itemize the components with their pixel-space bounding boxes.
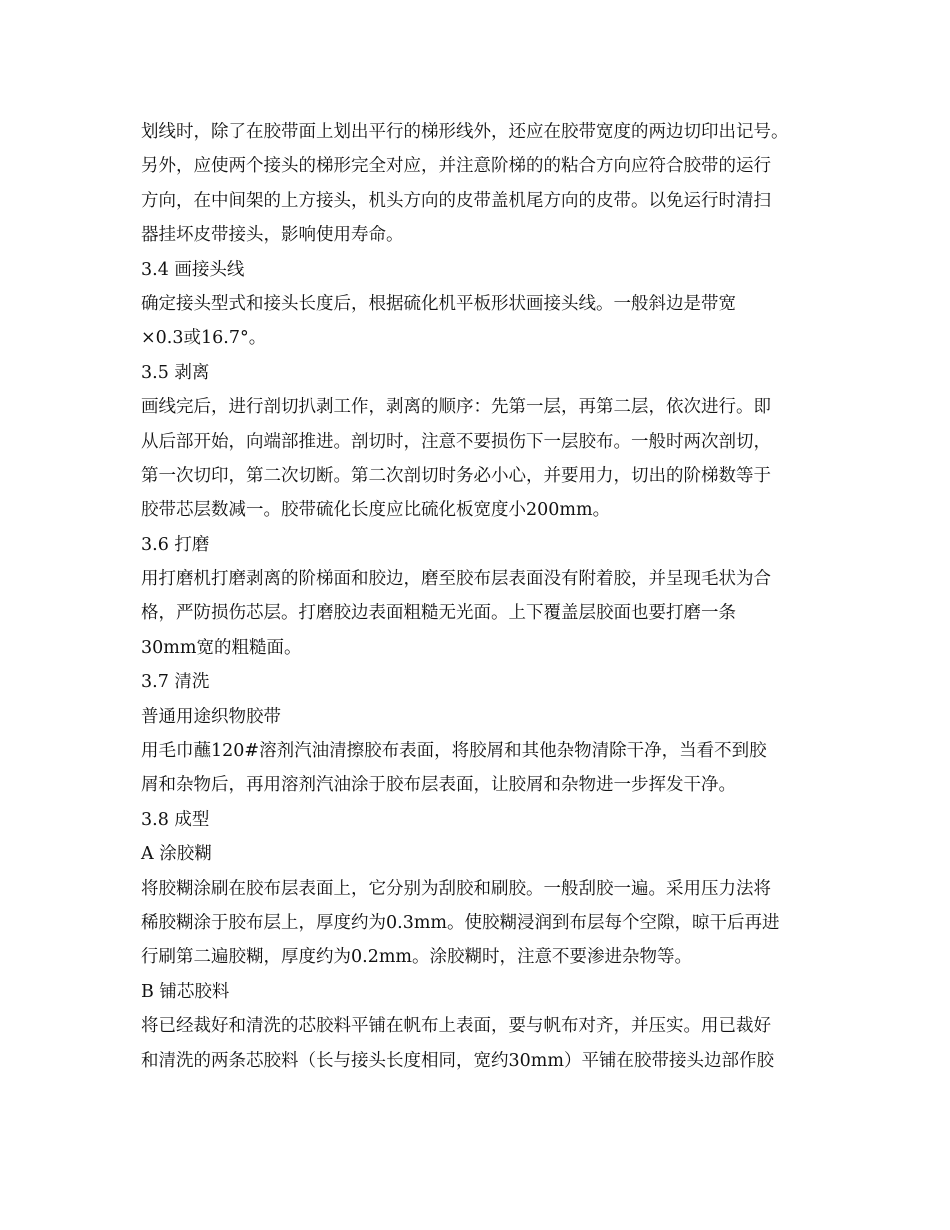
- section-heading: 3.7 清洗: [141, 672, 210, 693]
- text-line: 从后部开始，向端部推进。剖切时，注意不要损伤下一层胶布。一般时两次剖切，: [141, 431, 771, 452]
- text-line: 将已经裁好和清洗的芯胶料平铺在帆布上表面，要与帆布对齐，并压实。用已裁好: [141, 1016, 771, 1037]
- text-line: ×0.3或16.7°。: [141, 328, 267, 349]
- document-body: [141, 115, 821, 1078]
- text-line: 确定接头型式和接头长度后，根据硫化机平板形状画接头线。一般斜边是带宽: [141, 293, 736, 314]
- text-line: 另外，应使两个接头的梯形完全对应，并注意阶梯的的粘合方向应符合胶带的运行: [141, 156, 771, 177]
- section-heading: 3.5 剥离: [141, 362, 210, 383]
- text-line: 格，严防损伤芯层。打磨胶边表面粗糙无光面。上下覆盖层胶面也要打磨一条: [141, 603, 736, 624]
- text-line: 30mm宽的粗糙面。: [141, 637, 302, 658]
- text-line: 和清洗的两条芯胶料（长与接头长度相同，宽约30mm）平铺在胶带接头边部作胶: [141, 1050, 774, 1071]
- text-line: 用打磨机打磨剥离的阶梯面和胶边，磨至胶布层表面没有附着胶，并呈现毛状为合: [141, 569, 771, 590]
- text-line: 用毛巾蘸120#溶剂汽油清擦胶布表面，将胶屑和其他杂物清除干净，当看不到胶: [141, 741, 767, 762]
- section-heading: 3.4 画接头线: [141, 259, 245, 280]
- text-line: 行刷第二遍胶糊，厚度约为0.2mm。涂胶糊时，注意不要渗进杂物等。: [141, 947, 693, 968]
- subheading: 普通用途织物胶带: [141, 706, 281, 727]
- text-line: 胶带芯层数减一。胶带硫化长度应比硫化板宽度小200mm。: [141, 500, 611, 521]
- text-line: 器挂坏皮带接头，影响使用寿命。: [141, 225, 404, 246]
- text-line: 稀胶糊涂于胶布层上，厚度约为0.3mm。使胶糊浸润到布层每个空隙，晾干后再进: [141, 912, 780, 933]
- section-heading: 3.6 打磨: [141, 534, 210, 555]
- text-line: 方向，在中间架的上方接头，机头方向的皮带盖机尾方向的皮带。以免运行时清扫: [141, 190, 771, 211]
- text-line: 划线时，除了在胶带面上划出平行的梯形线外，还应在胶带宽度的两边切印出记号。: [141, 122, 789, 142]
- subheading: B 铺芯胶料: [141, 981, 230, 1002]
- subheading: A 涂胶糊: [141, 844, 212, 865]
- section-heading: 3.8 成型: [141, 809, 210, 830]
- text-line: 第一次切印，第二次切断。第二次剖切时务必小心，并要用力，切出的阶梯数等于: [141, 465, 771, 486]
- text-line: 画线完后，进行剖切扒剥工作，剥离的顺序：先第一层，再第二层，依次进行。即: [141, 397, 771, 418]
- text-line: 将胶糊涂刷在胶布层表面上，它分别为刮胶和刷胶。一般刮胶一遍。采用压力法将: [141, 878, 771, 899]
- text-line: 屑和杂物后，再用溶剂汽油涂于胶布层表面，让胶屑和杂物进一步挥发干净。: [141, 775, 736, 796]
